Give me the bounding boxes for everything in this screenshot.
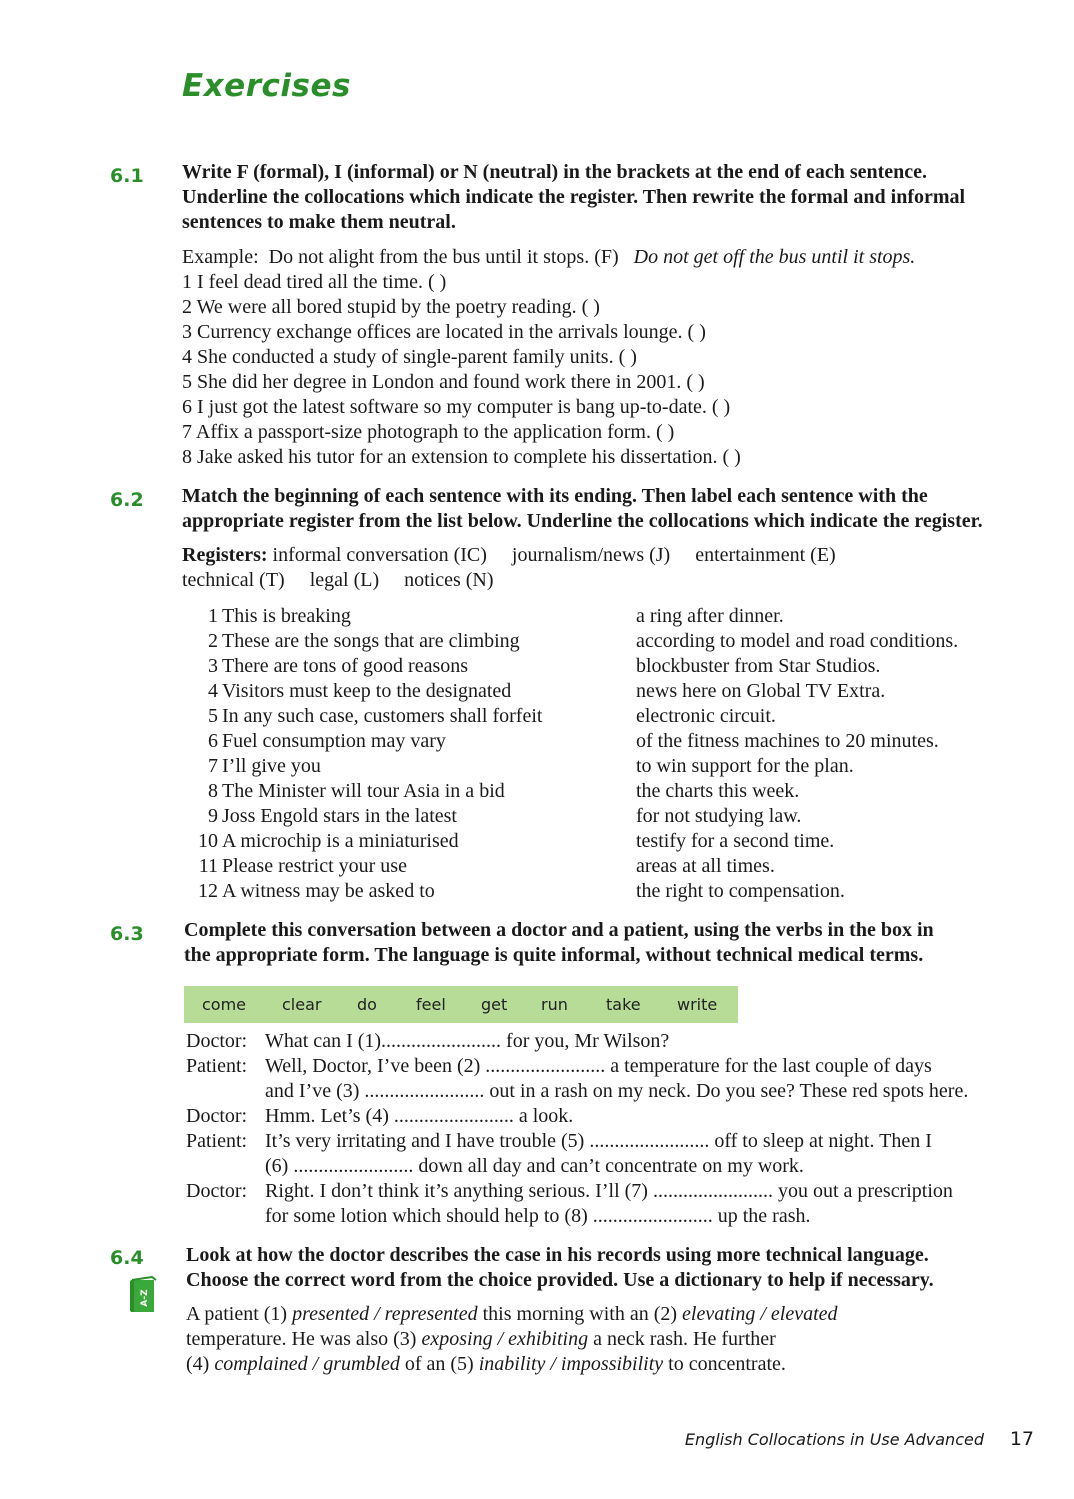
dialog-line: Doctor: Hmm. Let’s (4) ........................ a look.: [186, 1105, 574, 1127]
list-item: 7 Affix a passport-size photograph to the application form. ( ): [182, 421, 675, 443]
box-word: clear: [282, 995, 322, 1014]
list-item: 9 Joss Engold stars in the latest: [208, 805, 457, 827]
list-item: 6 Fuel consumption may vary: [208, 730, 446, 752]
instruction-line: the appropriate form. The language is quite informal, without technical medical terms.: [184, 944, 924, 966]
speaker: Patient:: [186, 1055, 248, 1077]
dialog-line: and I’ve (3) ........................ out in a rash on my neck. Do you see? These red spots here.: [265, 1080, 969, 1102]
list-item: 8 Jake asked his tutor for an extension to complete his dissertation. ( ): [182, 446, 741, 468]
example-line: [182, 245, 915, 270]
list-item: electronic circuit.: [636, 705, 776, 727]
list-item: 3 Currency exchange offices are located in the arrivals lounge. ( ): [182, 321, 706, 343]
box-word: do: [357, 995, 377, 1014]
speaker: Doctor:: [186, 1105, 248, 1127]
speaker: Doctor:: [186, 1030, 248, 1052]
exercise-paragraph: A patient (1) presented / represented this morning with an (2) elevating / elevated temperature. He was also (3) exposing / exhibiting a neck rash. He further (4) complained / grumbled of an (5) inability / impossibility to concentrate.: [186, 1303, 838, 1375]
list-item: testify for a second time.: [636, 830, 835, 852]
instruction-line: Write F (formal), I (informal) or N (neutral) in the brackets at the end of each sentence.: [182, 161, 928, 183]
list-item: the charts this week.: [636, 780, 800, 802]
exercise-number: 6.2: [110, 489, 144, 511]
exercise-instruction: [182, 160, 1032, 235]
list-item: 3 There are tons of good reasons: [208, 655, 469, 677]
page-number: 17: [1009, 1428, 1034, 1450]
exercise-number: 6.3: [110, 923, 144, 945]
dialog-line: Patient: Well, Doctor, I’ve been (2) ........................ a temperature for the last couple of days: [186, 1055, 932, 1077]
list-item: 2 These are the songs that are climbing: [208, 630, 520, 652]
box-word: write: [677, 995, 718, 1014]
list-item: the right to compensation.: [636, 880, 845, 902]
list-item: areas at all times.: [636, 855, 775, 877]
list-item: to win support for the plan.: [636, 755, 854, 777]
dictionary-icon: [128, 1276, 158, 1314]
dialog-line: Patient: It’s very irritating and I have trouble (5) ........................ off to sleep at night. Then I: [186, 1130, 932, 1152]
instruction-line: Match the beginning of each sentence with its ending. Then label each sentence with the: [182, 485, 928, 507]
word-box: [184, 986, 738, 1023]
list-item: 4 Visitors must keep to the designated: [208, 680, 512, 702]
instruction-line: Underline the collocations which indicate the register. Then rewrite the formal and informal: [182, 186, 966, 208]
instruction-line: Choose the correct word from the choice provided. Use a dictionary to help if necessary.: [186, 1269, 934, 1291]
instruction-line: appropriate register from the list below. Underline the collocations which indicate the register.: [182, 510, 983, 532]
dialog-line: (6) ........................ down all day and can’t concentrate on my work.: [265, 1155, 804, 1177]
list-item: 2 We were all bored stupid by the poetry reading. ( ): [182, 296, 600, 318]
exercise-instruction: [186, 1243, 1036, 1293]
box-word: take: [606, 995, 641, 1014]
conversation: [186, 1029, 1046, 1229]
svg-text:A-Z: A-Z: [140, 1289, 150, 1307]
list-item: 7 I’ll give you: [208, 755, 321, 777]
example-answer: Do not get off the bus until it stops.: [633, 246, 916, 268]
exercise-items: [182, 270, 741, 470]
registers-line: informal conversation (IC) journalism/news (J) entertainment (E): [272, 544, 836, 566]
list-item: 6 I just got the latest software so my computer is bang up-to-date. ( ): [182, 396, 731, 418]
list-item: of the fitness machines to 20 minutes.: [636, 730, 939, 752]
list-item: 8 The Minister will tour Asia in a bid: [208, 780, 505, 802]
instruction-line: Look at how the doctor describes the case in his records using more technical language.: [186, 1244, 929, 1266]
box-word: feel: [416, 995, 446, 1014]
list-item: a ring after dinner.: [636, 605, 784, 627]
list-item: 12 A witness may be asked to: [198, 880, 435, 902]
page-title: Exercises: [182, 68, 351, 104]
registers-label: Registers:: [182, 544, 268, 566]
exercise-number: 6.4: [110, 1247, 144, 1269]
list-item: 1 I feel dead tired all the time. ( ): [182, 271, 447, 293]
book-title: English Collocations in Use Advanced: [684, 1430, 984, 1449]
box-word: run: [541, 995, 568, 1014]
list-item: 10 A microchip is a miniaturised: [198, 830, 459, 852]
example-label: Example:: [182, 246, 259, 268]
registers-list: [182, 543, 836, 568]
sentence-endings: [636, 604, 958, 904]
list-item: according to model and road conditions.: [636, 630, 959, 652]
list-item: news here on Global TV Extra.: [636, 680, 886, 702]
list-item: 1 This is breaking: [208, 605, 351, 627]
dialog-line: for some lotion which should help to (8) ........................ up the rash.: [265, 1205, 811, 1227]
example-text: Do not alight from the bus until it stops. (F): [268, 246, 619, 268]
registers-line: technical (T) legal (L) notices (N): [182, 569, 494, 591]
instruction-line: sentences to make them neutral.: [182, 211, 456, 233]
exercise-number: 6.1: [110, 165, 144, 187]
instruction-line: Complete this conversation between a doctor and a patient, using the verbs in the box in: [184, 919, 934, 941]
list-item: blockbuster from Star Studios.: [636, 655, 881, 677]
box-word: get: [481, 995, 508, 1014]
list-item: 11 Please restrict your use: [198, 855, 407, 877]
list-item: 4 She conducted a study of single-parent family units. ( ): [182, 346, 637, 368]
box-word: come: [202, 995, 247, 1014]
exercise-instruction: [184, 918, 1034, 968]
list-item: 5 She did her degree in London and found work there in 2001. ( ): [182, 371, 705, 393]
speaker: Doctor:: [186, 1180, 248, 1202]
exercise-instruction: [182, 484, 1032, 534]
sentence-beginnings: [190, 604, 620, 904]
dialog-line: Doctor: What can I (1)........................ for you, Mr Wilson?: [186, 1030, 670, 1052]
list-item: for not studying law.: [636, 805, 802, 827]
list-item: 5 In any such case, customers shall forfeit: [208, 705, 543, 727]
speaker: Patient:: [186, 1130, 248, 1152]
dialog-line: Doctor: Right. I don’t think it’s anything serious. I’ll (7) ........................ you out a prescription: [186, 1180, 953, 1202]
